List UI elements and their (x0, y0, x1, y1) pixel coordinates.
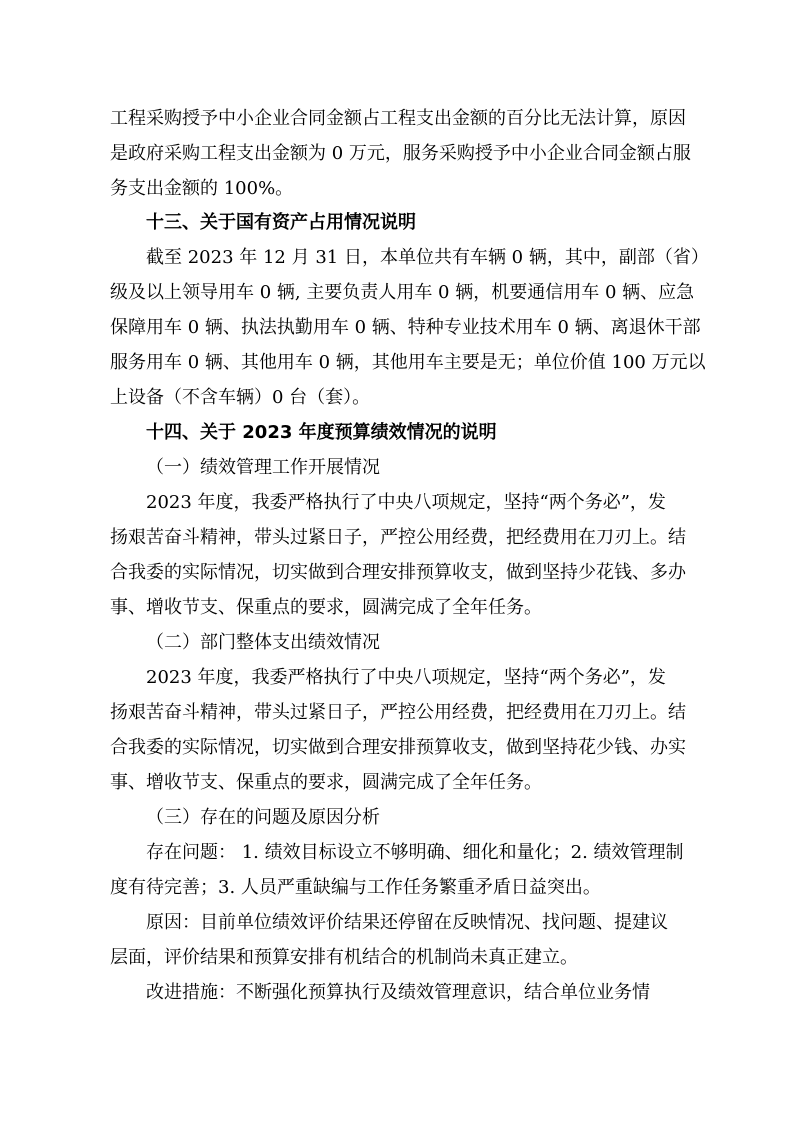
paragraph-line: 事、增收节支、保重点的要求，圆满完成了全年任务。 (110, 597, 542, 618)
section-heading: 十三、关于国有资产占用情况说明 (146, 212, 416, 233)
paragraph-line: 服务用车 0 辆、其他用车 0 辆，其他用车主要是无；单位价值 100 万元以 (110, 352, 706, 373)
paragraph-line: 合我委的实际情况，切实做到合理安排预算收支，做到坚持花少钱、办实 (110, 737, 686, 758)
paragraph-line: 层面，评价结果和预算安排有机结合的机制尚未真正建立。 (110, 947, 578, 968)
subsection-heading: （三）存在的问题及原因分析 (146, 807, 380, 828)
paragraph-line: 度有待完善；3. 人员严重缺编与工作任务繁重矛盾日益突出。 (110, 877, 601, 898)
paragraph-line: 上设备（不含车辆）0 台（套）。 (110, 387, 371, 408)
subsection-heading: （二）部门整体支出绩效情况 (146, 632, 380, 653)
paragraph-line: 2023 年度，我委严格执行了中央八项规定，坚持“两个务必”，发 (146, 492, 666, 513)
paragraph-line: 扬艰苦奋斗精神，带头过紧日子，严控公用经费，把经费用在刀刃上。结 (110, 527, 686, 548)
paragraph-line: 保障用车 0 辆、执法执勤用车 0 辆、特种专业技术用车 0 辆、离退休干部 (110, 317, 701, 338)
paragraph-line: 务支出金额的 100%。 (110, 178, 294, 199)
paragraph-line: 存在问题： 1. 绩效目标设立不够明确、细化和量化；2. 绩效管理制 (146, 842, 684, 863)
paragraph-line: 截至 2023 年 12 月 31 日，本单位共有车辆 0 辆，其中，副部（省） (146, 247, 709, 268)
paragraph-line: 扬艰苦奋斗精神，带头过紧日子，严控公用经费，把经费用在刀刃上。结 (110, 702, 686, 723)
paragraph-line: 工程采购授予中小企业合同金额占工程支出金额的百分比无法计算，原因 (110, 108, 686, 129)
paragraph-line: 事、增收节支、保重点的要求，圆满完成了全年任务。 (110, 772, 542, 793)
paragraph-line: 改进措施：不断强化预算执行及绩效管理意识，结合单位业务情 (146, 982, 650, 1003)
section-heading: 十四、关于 2023 年度预算绩效情况的说明 (146, 422, 497, 443)
paragraph-line: 2023 年度，我委严格执行了中央八项规定，坚持“两个务必”，发 (146, 667, 666, 688)
paragraph-line: 合我委的实际情况，切实做到合理安排预算收支，做到坚持少花钱、多办 (110, 562, 686, 583)
subsection-heading: （一）绩效管理工作开展情况 (146, 457, 380, 478)
paragraph-line: 原因：目前单位绩效评价结果还停留在反映情况、找问题、提建议 (146, 912, 668, 933)
paragraph-line: 是政府采购工程支出金额为 0 万元，服务采购授予中小企业合同金额占服 (110, 143, 691, 164)
paragraph-line: 级及以上领导用车 0 辆, 主要负责人用车 0 辆，机要通信用车 0 辆、应急 (110, 282, 695, 303)
